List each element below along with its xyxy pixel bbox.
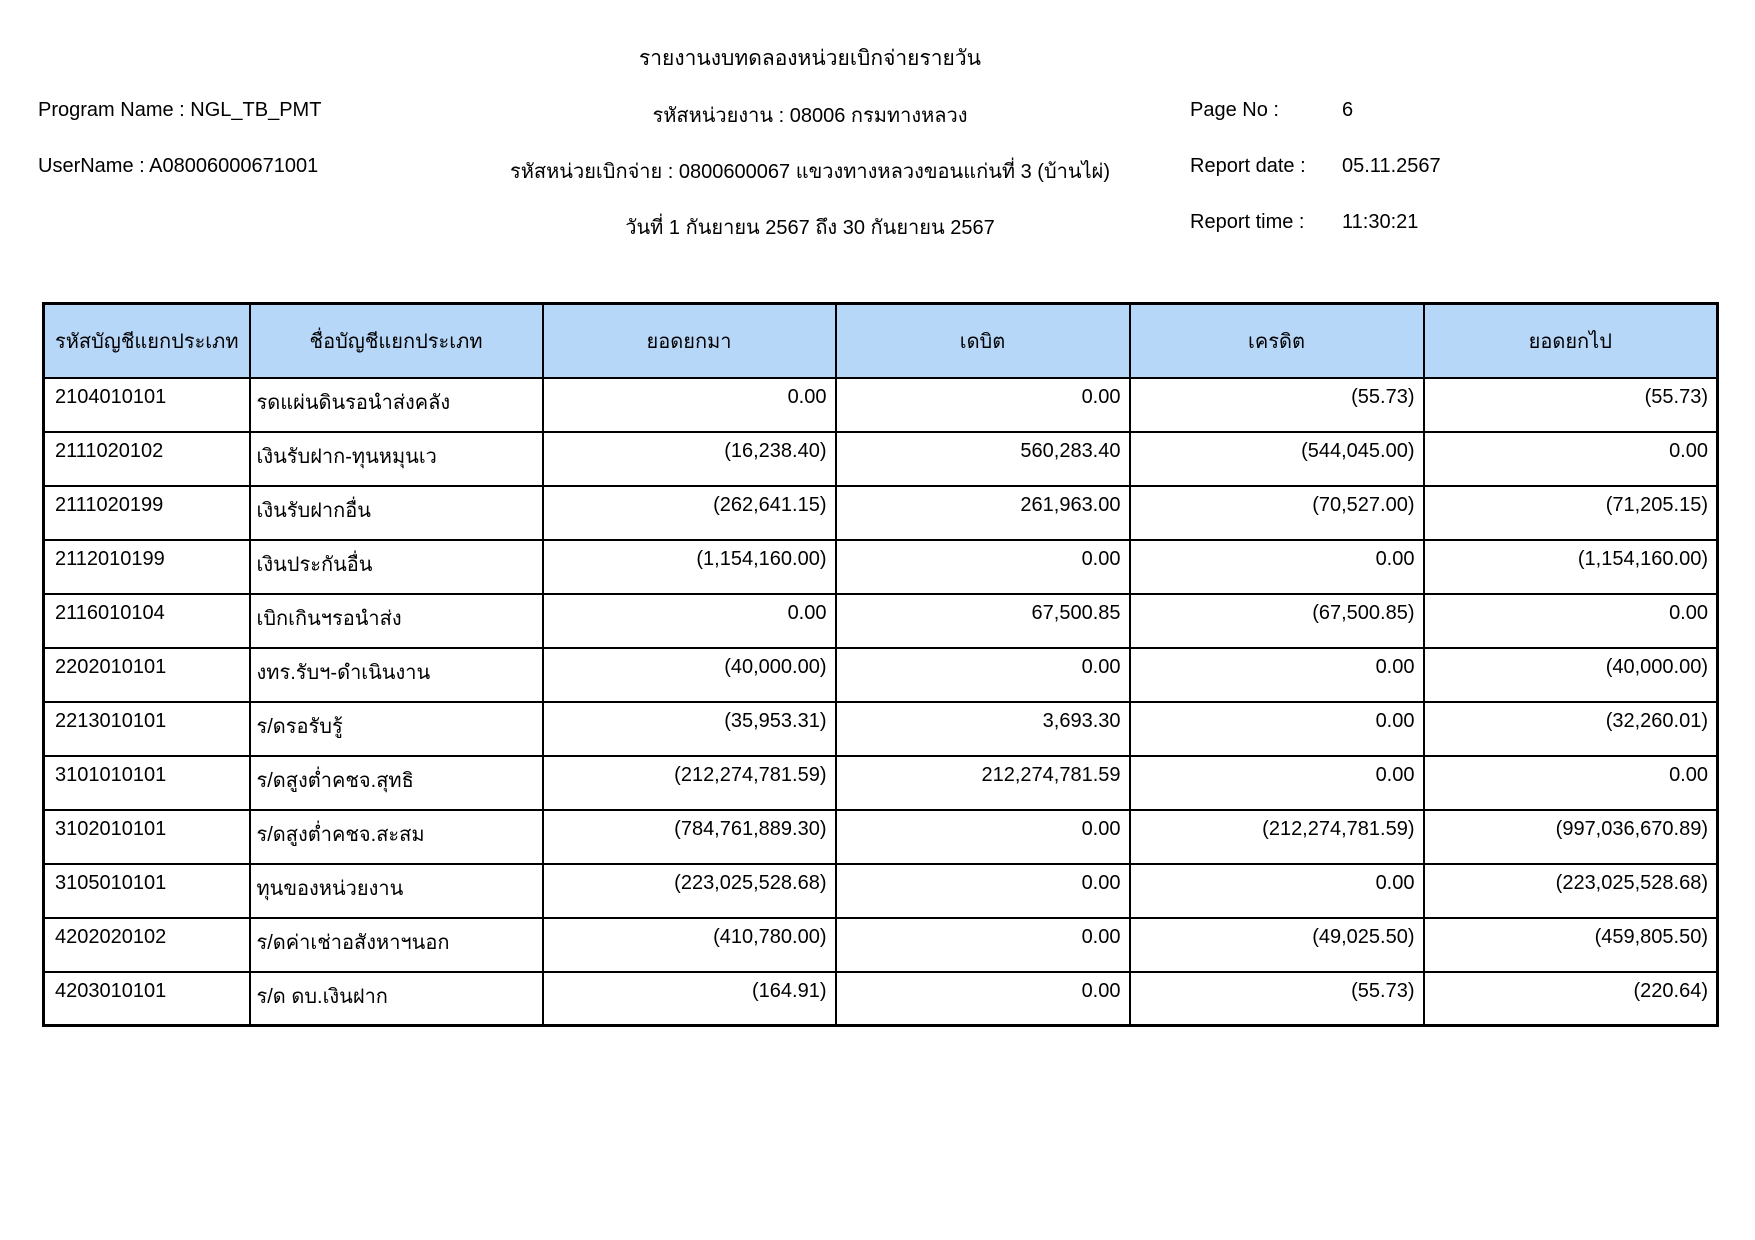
- carried-forward-cell: (1,154,160.00): [1424, 540, 1718, 594]
- brought-forward-cell: (40,000.00): [543, 648, 836, 702]
- account-name-cell: ร/ดค่าเช่าอสังหาฯนอก: [250, 918, 543, 972]
- credit-cell: 0.00: [1130, 864, 1424, 918]
- account-code-cell: 2202010101: [44, 648, 250, 702]
- account-code-cell: 3101010101: [44, 756, 250, 810]
- program-name-line: Program Name : NGL_TB_PMT: [38, 99, 322, 121]
- table-header: [44, 304, 1718, 378]
- brought-forward-cell: (35,953.31): [543, 702, 836, 756]
- carried-forward-cell: 0.00: [1424, 756, 1718, 810]
- credit-cell: (55.73): [1130, 378, 1424, 432]
- table-row: [44, 432, 1718, 486]
- account-name-cell: เบิกเกินฯรอนำส่ง: [250, 594, 543, 648]
- table-row: [44, 972, 1718, 1026]
- column-header-credit: เครดิต: [1130, 304, 1424, 378]
- carried-forward-cell: (223,025,528.68): [1424, 864, 1718, 918]
- credit-cell: 0.00: [1130, 756, 1424, 810]
- credit-cell: (544,045.00): [1130, 432, 1424, 486]
- carried-forward-cell: (32,260.01): [1424, 702, 1718, 756]
- account-code-cell: 2111020102: [44, 432, 250, 486]
- brought-forward-cell: (223,025,528.68): [543, 864, 836, 918]
- account-name-cell: เงินรับฝากอื่น: [250, 486, 543, 540]
- account-code-cell: 2104010101: [44, 378, 250, 432]
- column-header-brought-forward: ยอดยกมา: [543, 304, 836, 378]
- agency-code-line: รหัสหน่วยงาน : 08006 กรมทางหลวง: [652, 105, 968, 127]
- page-no-value: 6: [1342, 99, 1354, 121]
- credit-cell: 0.00: [1130, 540, 1424, 594]
- report-time-label: Report time :: [1190, 211, 1305, 233]
- debit-cell: 212,274,781.59: [836, 756, 1130, 810]
- table-row: [44, 648, 1718, 702]
- carried-forward-cell: (55.73): [1424, 378, 1718, 432]
- page-no-label: Page No :: [1190, 99, 1279, 121]
- page-title: รายงานงบทดลองหน่วยเบิกจ่ายรายวัน: [638, 47, 982, 70]
- report-time-value: 11:30:21: [1342, 211, 1419, 233]
- account-name-cell: ร/ดรอรับรู้: [250, 702, 543, 756]
- debit-cell: 0.00: [836, 378, 1130, 432]
- debit-cell: 3,693.30: [836, 702, 1130, 756]
- brought-forward-cell: (212,274,781.59): [543, 756, 836, 810]
- brought-forward-cell: (784,761,889.30): [543, 810, 836, 864]
- debit-cell: 0.00: [836, 918, 1130, 972]
- table-row: [44, 756, 1718, 810]
- carried-forward-cell: 0.00: [1424, 594, 1718, 648]
- debit-cell: 0.00: [836, 972, 1130, 1026]
- brought-forward-cell: (1,154,160.00): [543, 540, 836, 594]
- user-name-line: UserName : A08006000671001: [38, 155, 319, 177]
- account-name-cell: งทร.รับฯ-ดำเนินงาน: [250, 648, 543, 702]
- brought-forward-cell: (16,238.40): [543, 432, 836, 486]
- credit-cell: (49,025.50): [1130, 918, 1424, 972]
- table-row: [44, 864, 1718, 918]
- credit-cell: (212,274,781.59): [1130, 810, 1424, 864]
- account-code-cell: 2213010101: [44, 702, 250, 756]
- disbursing-unit-line: รหัสหน่วยเบิกจ่าย : 0800600067 แขวงทางหลวงขอนแก่นที่ 3 (บ้านไผ่): [509, 161, 1111, 183]
- carried-forward-cell: (40,000.00): [1424, 648, 1718, 702]
- debit-cell: 0.00: [836, 864, 1130, 918]
- account-code-cell: 2112010199: [44, 540, 250, 594]
- carried-forward-cell: (459,805.50): [1424, 918, 1718, 972]
- debit-cell: 0.00: [836, 540, 1130, 594]
- account-name-cell: รดแผ่นดินรอนำส่งคลัง: [250, 378, 543, 432]
- table-row: [44, 540, 1718, 594]
- account-code-cell: 2111020199: [44, 486, 250, 540]
- account-code-cell: 3102010101: [44, 810, 250, 864]
- table-row: [44, 378, 1718, 432]
- account-name-cell: เงินประกันอื่น: [250, 540, 543, 594]
- account-name-cell: เงินรับฝาก-ทุนหมุนเว: [250, 432, 543, 486]
- column-header-debit: เดบิต: [836, 304, 1130, 378]
- table-body: [44, 378, 1718, 1026]
- brought-forward-cell: (410,780.00): [543, 918, 836, 972]
- account-name-cell: ร/ดสูงต่ำคชจ.สุทธิ: [250, 756, 543, 810]
- column-header-account-name: ชื่อบัญชีแยกประเภท: [250, 304, 543, 378]
- credit-cell: 0.00: [1130, 702, 1424, 756]
- account-name-cell: ร/ด ดบ.เงินฝาก: [250, 972, 543, 1026]
- table-row: [44, 918, 1718, 972]
- column-header-carried-forward: ยอดยกไป: [1424, 304, 1718, 378]
- brought-forward-cell: 0.00: [543, 378, 836, 432]
- table-header-row: [44, 304, 1718, 378]
- credit-cell: (55.73): [1130, 972, 1424, 1026]
- debit-cell: 67,500.85: [836, 594, 1130, 648]
- debit-cell: 261,963.00: [836, 486, 1130, 540]
- debit-cell: 560,283.40: [836, 432, 1130, 486]
- debit-cell: 0.00: [836, 648, 1130, 702]
- account-code-cell: 4202020102: [44, 918, 250, 972]
- debit-cell: 0.00: [836, 810, 1130, 864]
- carried-forward-cell: (220.64): [1424, 972, 1718, 1026]
- account-code-cell: 4203010101: [44, 972, 250, 1026]
- carried-forward-cell: (71,205.15): [1424, 486, 1718, 540]
- carried-forward-cell: 0.00: [1424, 432, 1718, 486]
- table-row: [44, 594, 1718, 648]
- brought-forward-cell: (164.91): [543, 972, 836, 1026]
- credit-cell: (67,500.85): [1130, 594, 1424, 648]
- brought-forward-cell: 0.00: [543, 594, 836, 648]
- credit-cell: 0.00: [1130, 648, 1424, 702]
- carried-forward-cell: (997,036,670.89): [1424, 810, 1718, 864]
- trial-balance-table: [42, 302, 1719, 1027]
- account-code-cell: 2116010104: [44, 594, 250, 648]
- brought-forward-cell: (262,641.15): [543, 486, 836, 540]
- report-date-label: Report date :: [1190, 155, 1306, 177]
- account-name-cell: ทุนของหน่วยงาน: [250, 864, 543, 918]
- table-row: [44, 810, 1718, 864]
- date-range-line: วันที่ 1 กันยายน 2567 ถึง 30 กันยายน 2567: [625, 217, 995, 239]
- account-code-cell: 3105010101: [44, 864, 250, 918]
- credit-cell: (70,527.00): [1130, 486, 1424, 540]
- account-name-cell: ร/ดสูงต่ำคชจ.สะสม: [250, 810, 543, 864]
- table-row: [44, 702, 1718, 756]
- table-row: [44, 486, 1718, 540]
- report-date-value: 05.11.2567: [1342, 155, 1441, 177]
- column-header-account-code: รหัสบัญชีแยกประเภท: [44, 304, 250, 378]
